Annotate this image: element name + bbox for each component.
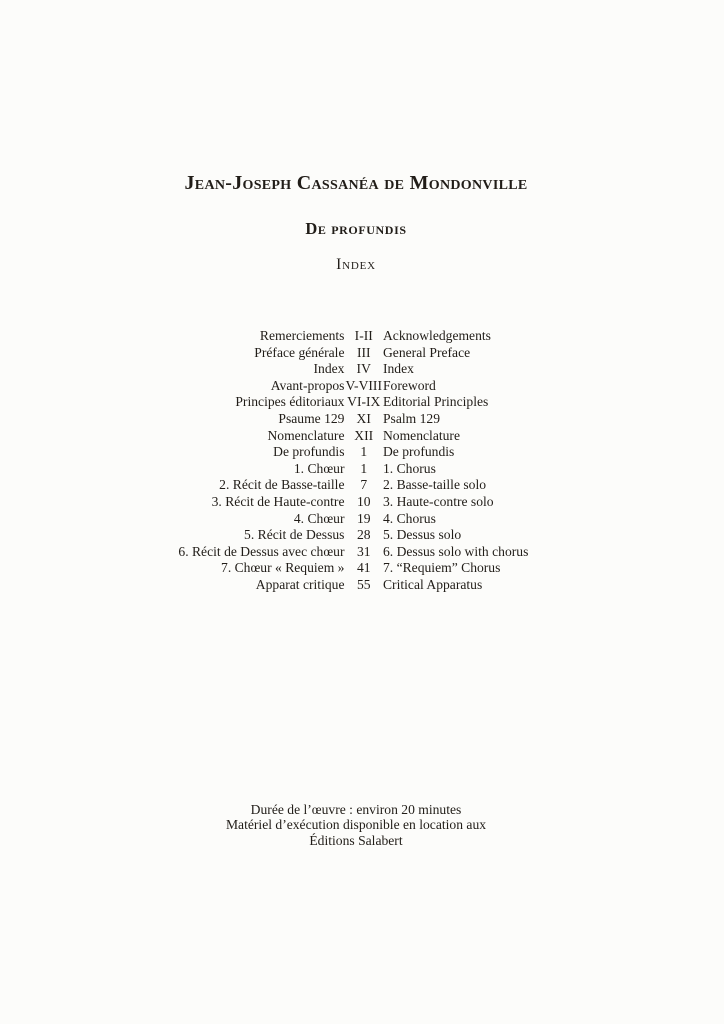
rental-note: Matériel d’exécution disponible en location aux	[225, 817, 487, 833]
table-row	[178, 527, 534, 544]
french-title: Remerciements	[259, 328, 345, 343]
table-row	[178, 411, 534, 428]
french-title: 3. Récit de Haute-contre	[211, 493, 345, 509]
french-title: 5. Récit de Dessus	[244, 527, 345, 543]
english-title: Psalm 129	[382, 410, 441, 426]
page-number: 31	[356, 543, 371, 559]
french-title: 7. Chœur « Requiem »	[221, 560, 345, 576]
english-title: Editorial Principles	[382, 394, 489, 410]
english-title: 6. Dessus solo with chorus	[382, 543, 529, 559]
page-number: 1	[360, 444, 368, 460]
table-row	[178, 328, 534, 345]
french-title: 1. Chœur	[293, 460, 345, 476]
page-number: 19	[356, 510, 371, 526]
page-number: VI-IX	[347, 394, 381, 410]
table-row	[178, 494, 534, 511]
english-title: 1. Chorus	[382, 460, 436, 476]
page-number: 55	[356, 576, 371, 592]
english-title: Nomenclature	[382, 427, 460, 443]
table-row	[178, 560, 534, 577]
french-title: 6. Récit de Dessus avec chœur	[178, 543, 345, 559]
table-row	[178, 428, 534, 445]
page-number: IV	[356, 361, 371, 377]
french-title: Apparat critique	[255, 576, 345, 592]
index-table	[178, 328, 534, 594]
table-row	[178, 577, 534, 594]
english-title: Foreword	[382, 377, 436, 393]
page-number: 28	[356, 527, 371, 543]
french-title: Nomenclature	[267, 427, 345, 443]
publisher-name: Éditions Salabert	[309, 832, 403, 848]
work-title: De profundis	[305, 219, 407, 238]
english-title: De profundis	[382, 444, 455, 460]
english-title: Acknowledgements	[382, 328, 491, 343]
french-title: 2. Récit de Basse-taille	[219, 477, 345, 493]
english-title: 4. Chorus	[382, 510, 436, 526]
composer-name: Jean-Joseph Cassanéa de Mondonville	[184, 172, 528, 194]
page-number: III	[356, 344, 371, 360]
page-number: 10	[356, 493, 371, 509]
page-number: V-VIII	[345, 377, 382, 393]
page-number: 1	[360, 460, 368, 476]
english-title: 7. “Requiem” Chorus	[382, 560, 501, 576]
french-title: De profundis	[273, 444, 345, 460]
english-title: Index	[382, 361, 414, 377]
footer-note	[0, 802, 712, 848]
page-number: I-II	[354, 328, 373, 343]
french-title: Préface générale	[254, 344, 345, 360]
table-row	[178, 477, 534, 494]
table-row	[178, 461, 534, 478]
table-row	[178, 511, 534, 528]
french-title: Avant-propos	[270, 377, 345, 393]
english-title: 5. Dessus solo	[382, 527, 462, 543]
page-number: XI	[356, 410, 371, 426]
page-number: 41	[356, 560, 371, 576]
table-row	[178, 378, 534, 395]
english-title: Critical Apparatus	[382, 576, 483, 592]
table-row	[178, 361, 534, 378]
french-title: 4. Chœur	[293, 510, 345, 526]
english-title: General Preface	[382, 344, 471, 360]
french-title: Principes éditoriaux	[235, 394, 345, 410]
french-title: Index	[313, 361, 345, 377]
page-number: XII	[354, 427, 374, 443]
table-row	[178, 394, 534, 411]
english-title: 2. Basse-taille solo	[382, 477, 487, 493]
english-title: 3. Haute-contre solo	[382, 493, 494, 509]
table-row	[178, 444, 534, 461]
duration-note: Durée de l’œuvre : environ 20 minutes	[250, 802, 462, 817]
french-title: Psaume 129	[278, 410, 345, 426]
page-number: 7	[360, 477, 368, 493]
table-row	[178, 345, 534, 362]
index-heading: Index	[336, 256, 376, 273]
table-row	[178, 544, 534, 561]
